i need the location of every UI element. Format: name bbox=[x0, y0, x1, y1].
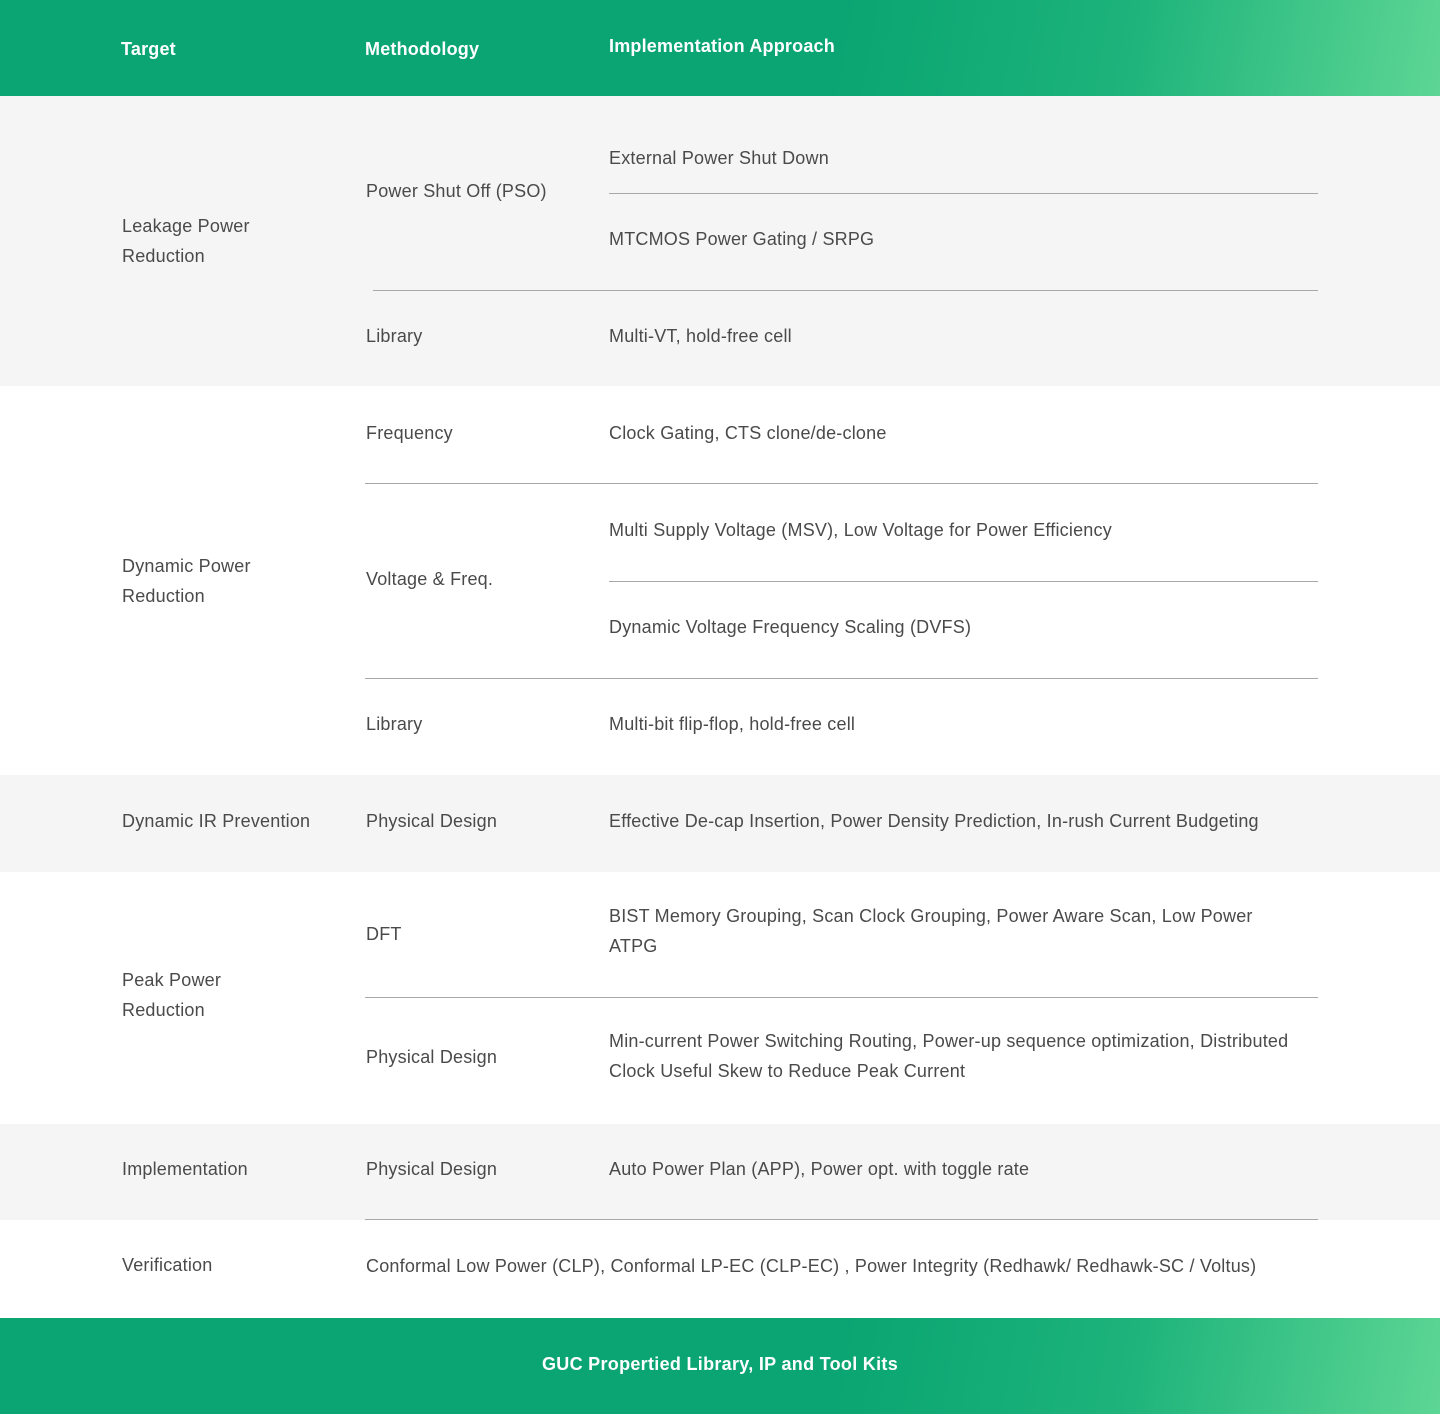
footer-label: GUC Propertied Library, IP and Tool Kits bbox=[541, 1354, 899, 1374]
divider bbox=[365, 678, 1318, 679]
target-verification: Verification bbox=[122, 1255, 213, 1275]
method-physical-design-ir: Physical Design bbox=[366, 811, 498, 831]
approach-bist-line1: BIST Memory Grouping, Scan Clock Grouping, Power Aware Scan, Low Power bbox=[609, 906, 1253, 926]
method-physical-design-peak: Physical Design bbox=[366, 1047, 498, 1067]
divider bbox=[365, 997, 1318, 998]
approach-min-current-line1: Min-current Power Switching Routing, Power-up sequence optimization, Distributed bbox=[609, 1031, 1289, 1051]
approach-multi-bit: Multi-bit flip-flop, hold-free cell bbox=[609, 714, 856, 734]
divider bbox=[609, 193, 1318, 194]
table-header bbox=[0, 0, 1440, 96]
divider bbox=[373, 290, 1318, 291]
target-ir: Dynamic IR Prevention bbox=[122, 811, 311, 831]
target-implementation: Implementation bbox=[122, 1159, 248, 1179]
column-header-methodology: Methodology bbox=[365, 39, 480, 59]
method-physical-design-impl: Physical Design bbox=[366, 1159, 498, 1179]
target-peak-line1: Peak Power bbox=[122, 970, 222, 990]
approach-bist-line2: ATPG bbox=[609, 936, 658, 956]
approach-clock-gating: Clock Gating, CTS clone/de-clone bbox=[609, 423, 887, 443]
method-voltage-freq: Voltage & Freq. bbox=[366, 569, 494, 589]
approach-msv: Multi Supply Voltage (MSV), Low Voltage for Power Efficiency bbox=[609, 520, 1112, 540]
approach-mtcmos: MTCMOS Power Gating / SRPG bbox=[609, 229, 875, 249]
method-dft: DFT bbox=[366, 924, 402, 944]
approach-min-current-line2: Clock Useful Skew to Reduce Peak Current bbox=[609, 1061, 966, 1081]
table-footer bbox=[0, 1318, 1440, 1414]
approach-dvfs: Dynamic Voltage Frequency Scaling (DVFS) bbox=[609, 617, 972, 637]
target-leakage-line2: Reduction bbox=[122, 246, 205, 266]
approach-auto-power-plan: Auto Power Plan (APP), Power opt. with toggle rate bbox=[609, 1159, 1030, 1179]
divider bbox=[365, 1219, 1318, 1220]
target-peak-line2: Reduction bbox=[122, 1000, 205, 1020]
method-library-leakage: Library bbox=[366, 326, 423, 346]
divider bbox=[609, 581, 1318, 582]
approach-conformal: Conformal Low Power (CLP), Conformal LP-EC (CLP-EC) , Power Integrity (Redhawk/ Redhawk-SC / Voltus) bbox=[366, 1256, 1257, 1276]
divider bbox=[365, 483, 1318, 484]
approach-multi-vt: Multi-VT, hold-free cell bbox=[609, 326, 792, 346]
approach-decap: Effective De-cap Insertion, Power Density Prediction, In-rush Current Budgeting bbox=[609, 811, 1259, 831]
method-library-dynamic: Library bbox=[366, 714, 423, 734]
column-header-approach: Implementation Approach bbox=[609, 36, 835, 56]
target-leakage-line1: Leakage Power bbox=[122, 216, 250, 236]
method-frequency: Frequency bbox=[366, 423, 453, 443]
target-dynamic-line2: Reduction bbox=[122, 586, 205, 606]
target-dynamic-line1: Dynamic Power bbox=[122, 556, 251, 576]
approach-external-shutdown: External Power Shut Down bbox=[609, 148, 829, 168]
column-header-target: Target bbox=[121, 39, 176, 59]
method-pso: Power Shut Off (PSO) bbox=[366, 181, 547, 201]
